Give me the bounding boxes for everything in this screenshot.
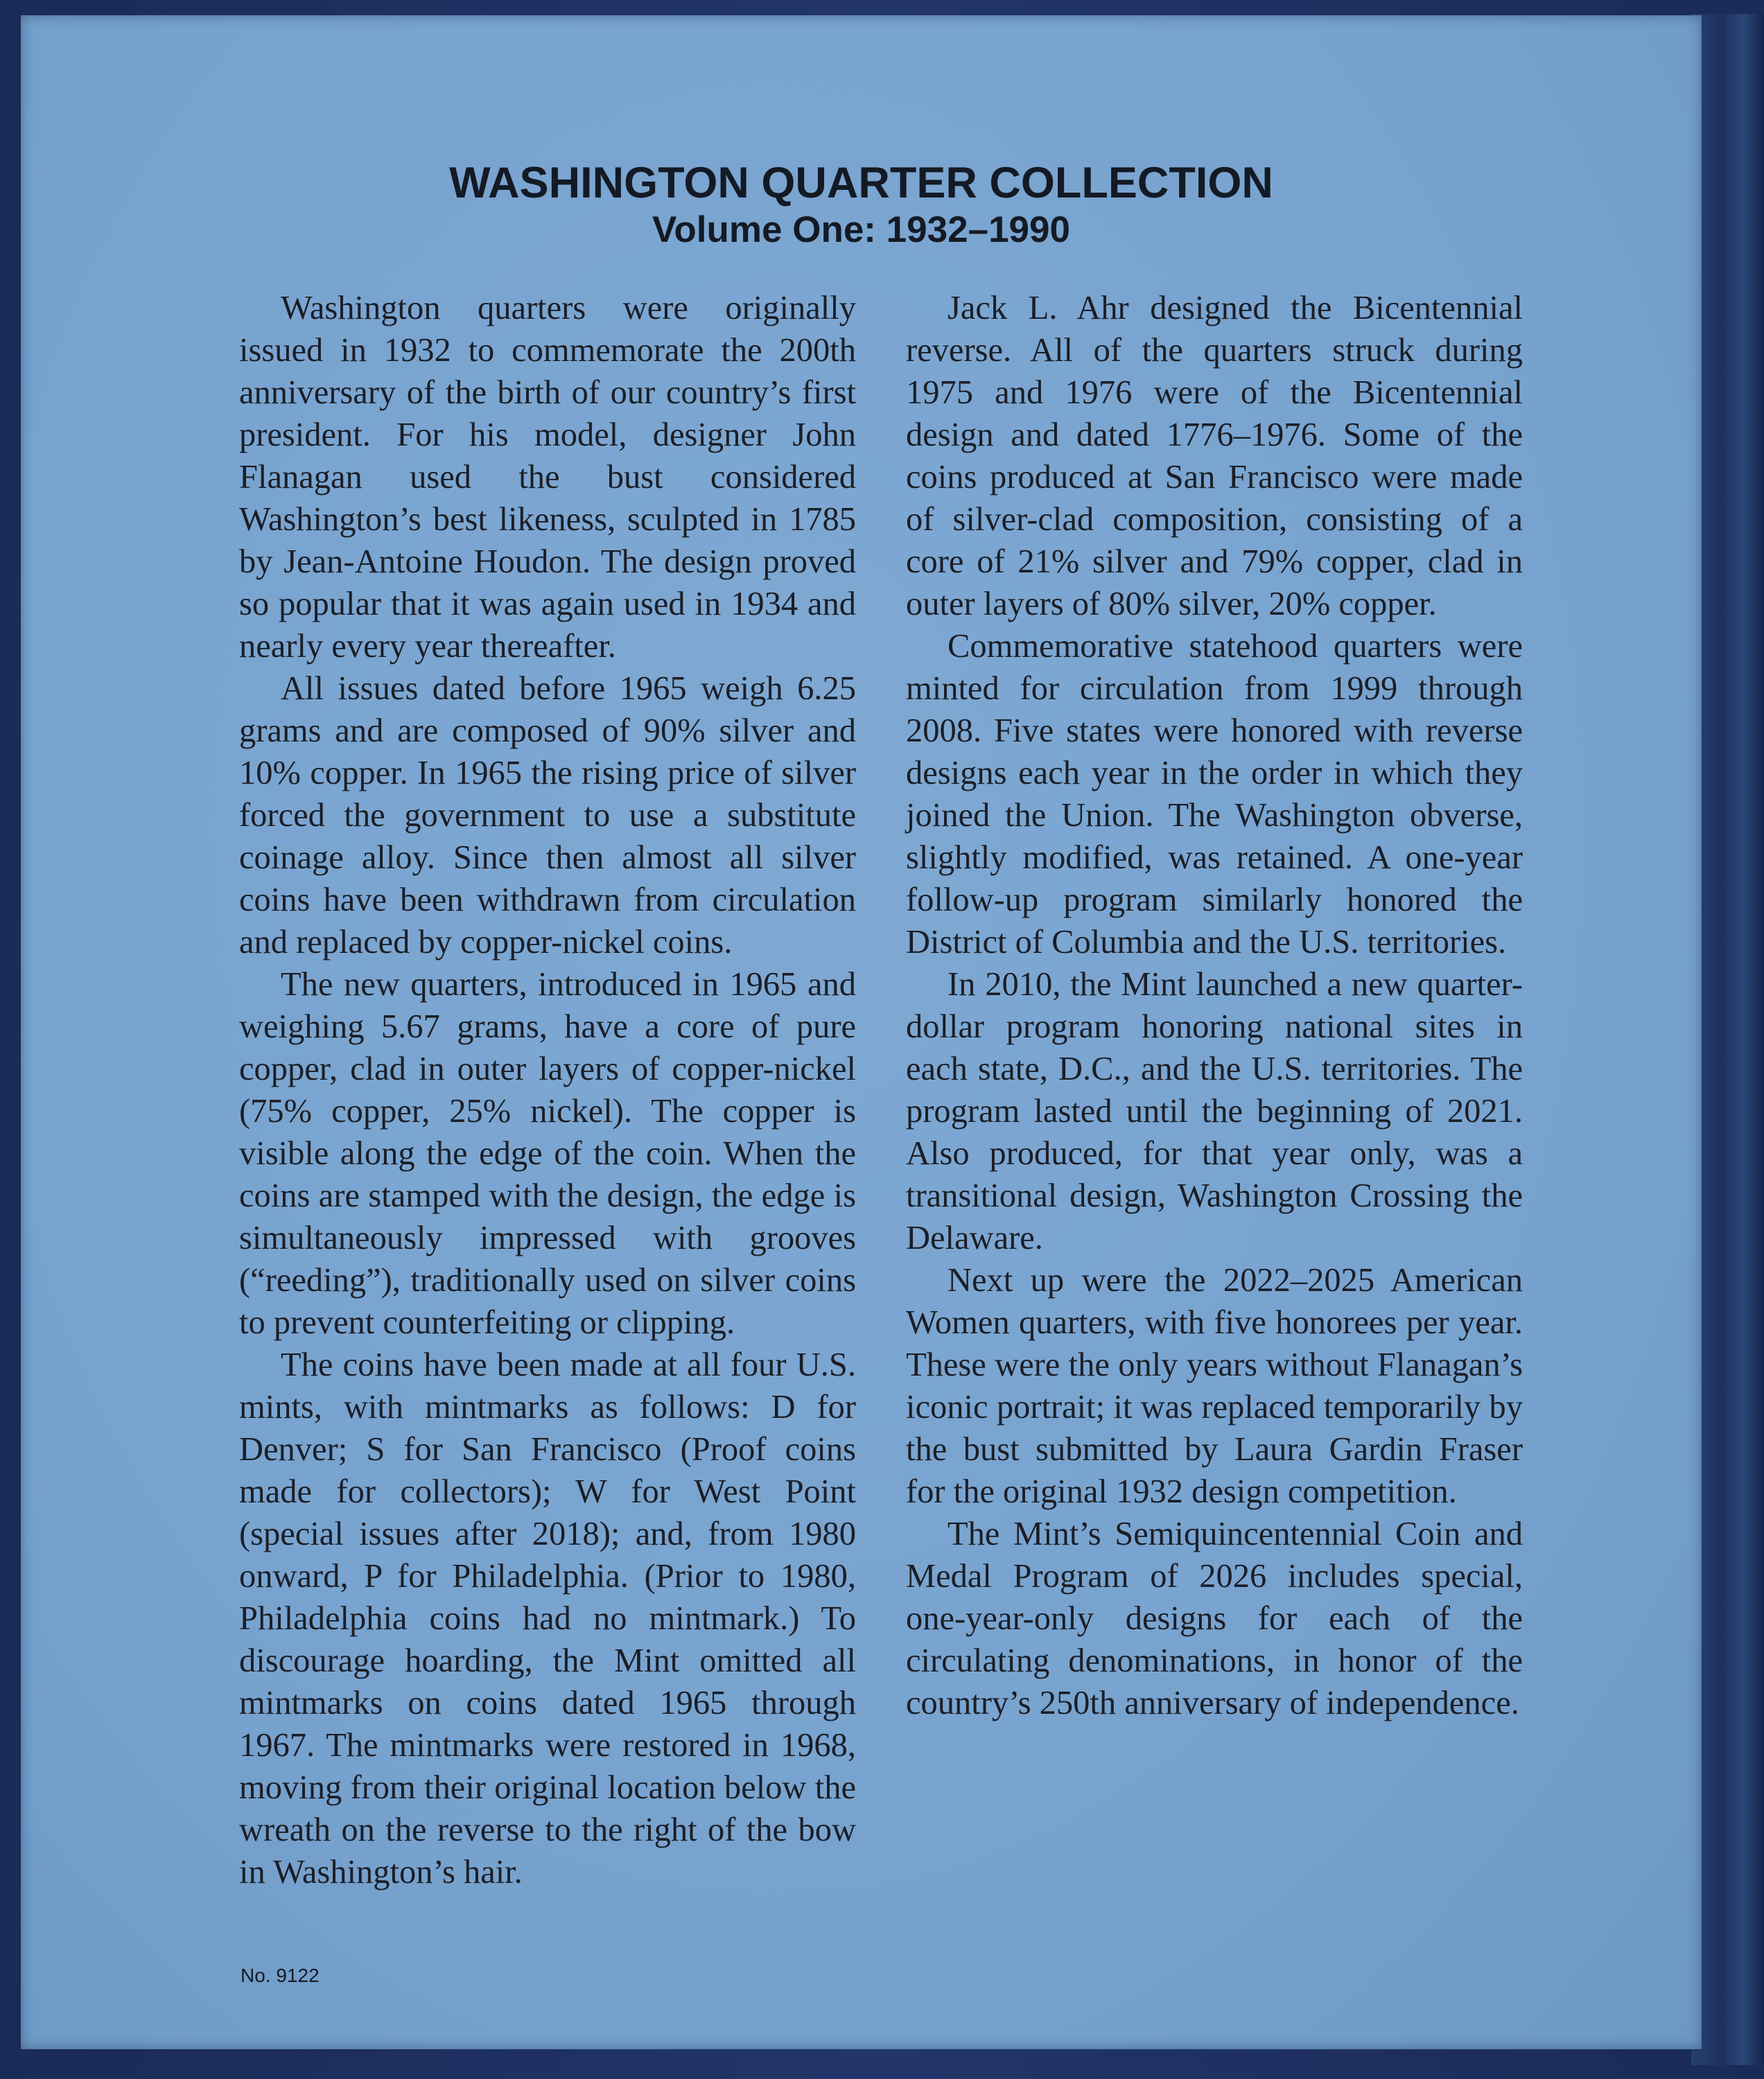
binder-spine [1691,14,1764,2065]
right-column [906,287,1523,1724]
paragraph: Commemorative statehood quarters were minted for circulation from 1999 through 2008. Five states were honored with reverse designs each year in the order in which they joined the Union. The Washington obverse, slightly modified, was retained. A one-year follow-up program similarly honored the District of Columbia and the U.S. territories. [906,628,1523,960]
paragraph: The Mint’s Semiquincentennial Coin and Medal Program of 2026 includes special, one-year-only designs for each of the circulating denominations, in honor of the country’s 250th anniversary of independence. [906,1516,1523,1721]
back-panel [21,15,1702,2049]
paragraph: The coins have been made at all four U.S. mints, with mintmarks as follows: D for Denver; S for San Francisco (Proof coins made for collectors); W for West Point (special issues after 2018); and, from 1980 onward, P for Philadelphia. (Prior to 1980, Philadelphia coins had no mintmark.) To discourage hoarding, the Mint omitted all mintmarks on coins dated 1965 through 1967. The mintmarks were restored in 1968, moving from their original location below the wreath on the reverse to the right of the bow in Washington’s hair. [239,1346,856,1891]
header [21,157,1702,252]
left-column [239,287,856,1893]
paragraph: The new quarters, introduced in 1965 and weighing 5.67 grams, have a core of pure copper, clad in outer layers of copper-nickel (75% copper, 25% nickel). The copper is visible along the edge of the coin. When the coins are stamped with the design, the edge is simultaneously impressed with grooves (“reeding”), traditionally used on silver coins to prevent counterfeiting or clipping. [239,966,856,1341]
catalog-number: No. 9122 [241,1965,320,1986]
page-title: WASHINGTON QUARTER COLLECTION [449,159,1273,207]
paragraph: Washington quarters were originally issued in 1932 to commemorate the 200th anniversary of the birth of our country’s first president. For his model, designer John Flanagan used the bust considered Washington’s best likeness, sculpted in 1785 by Jean-Antoine Houdon. The design proved so popular that it was again used in 1934 and nearly every year thereafter. [239,290,856,665]
paragraph: Next up were the 2022–2025 American Women quarters, with five honorees per year. These were the only years without Flanagan’s iconic portrait; it was replaced temporarily by the bust submitted by Laura Gardin Fraser for the original 1932 design competition. [906,1262,1523,1510]
paragraph: In 2010, the Mint launched a new quarter-dollar program honoring national sites in each state, D.C., and the U.S. territories. The program lasted until the beginning of 2021. Also produced, for that year only, was a transitional design, Washington Crossing the Delaware. [906,966,1523,1256]
page-subtitle: Volume One: 1932–1990 [652,209,1070,250]
paragraph: Jack L. Ahr designed the Bicentennial reverse. All of the quarters struck during 1975 and 1976 were of the Bicentennial design and dated 1776–1976. Some of the coins produced at San Francisco were made of silver-clad composition, consisting of a core of 21% silver and 79% copper, clad in outer layers of 80% silver, 20% copper. [906,290,1523,622]
paragraph: All issues dated before 1965 weigh 6.25 grams and are composed of 90% silver and 10% copper. In 1965 the rising price of silver forced the government to use a substitute coinage alloy. Since then almost all silver coins have been withdrawn from circulation and replaced by copper-nickel coins. [239,670,856,960]
